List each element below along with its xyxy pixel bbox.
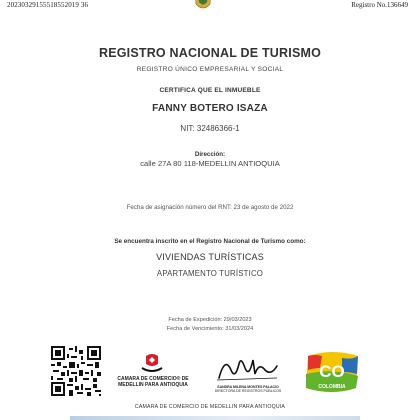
fecha-vencimiento: Fecha de Vencimiento: 31/03/2024	[166, 326, 254, 332]
coat-of-arms-icon	[186, 0, 220, 14]
direccion-label: Dirección:	[194, 151, 226, 158]
qr-code-icon	[51, 346, 101, 396]
inscrito-statement: Se encuentra inscrito en el Registro Nacional de Turismo como:	[114, 238, 306, 245]
certifica-heading: CERTIFICA QUE EL INMUEBLE	[159, 87, 261, 94]
document-code: 20230329155518552019 36	[7, 1, 89, 9]
colombia-text: COLOMBIA	[318, 384, 346, 390]
registro-number: Registro No.136649	[351, 1, 408, 9]
bottom-strip	[70, 416, 360, 420]
signer-name: SANDRA MILENA MONTES PALACIO	[217, 385, 279, 389]
nit-value: NIT: 32486366-1	[180, 124, 240, 133]
document-title: REGISTRO NACIONAL DE TURISMO	[98, 46, 322, 60]
categoria: VIVIENDAS TURÍSTICAS	[156, 252, 264, 262]
fecha-expedicion: Fecha de Expedición: 29/03/2023	[168, 317, 252, 323]
footer-text: CAMARA DE COMERCIO DE MEDELLIN PARA ANTIOQUIA	[134, 404, 286, 410]
direccion-value: calle 27A 80 118-MEDELLIN ANTIOQUIA	[140, 159, 280, 168]
colombia-co-logo-icon	[302, 350, 362, 394]
signer-block	[198, 385, 298, 393]
co-text: CO	[319, 362, 345, 381]
signer-role: DIRECTORA DE REGISTROS PÚBLICOS	[214, 389, 282, 393]
signature-icon	[207, 352, 287, 386]
owner-name: FANNY BOTERO ISAZA	[152, 103, 268, 114]
camara-comercio-name: CAMARA DE COMERCIO® DE MEDELLIN PARA ANTIOQUIA	[117, 376, 189, 388]
subcategoria: APARTAMENTO TURÍSTICO	[156, 269, 264, 278]
fecha-asignacion: Fecha de asignación número del RNT: 23 de agosto de 2022	[126, 204, 294, 211]
document-subtitle: REGISTRO ÚNICO EMPRESARIAL Y SOCIAL	[136, 66, 284, 73]
